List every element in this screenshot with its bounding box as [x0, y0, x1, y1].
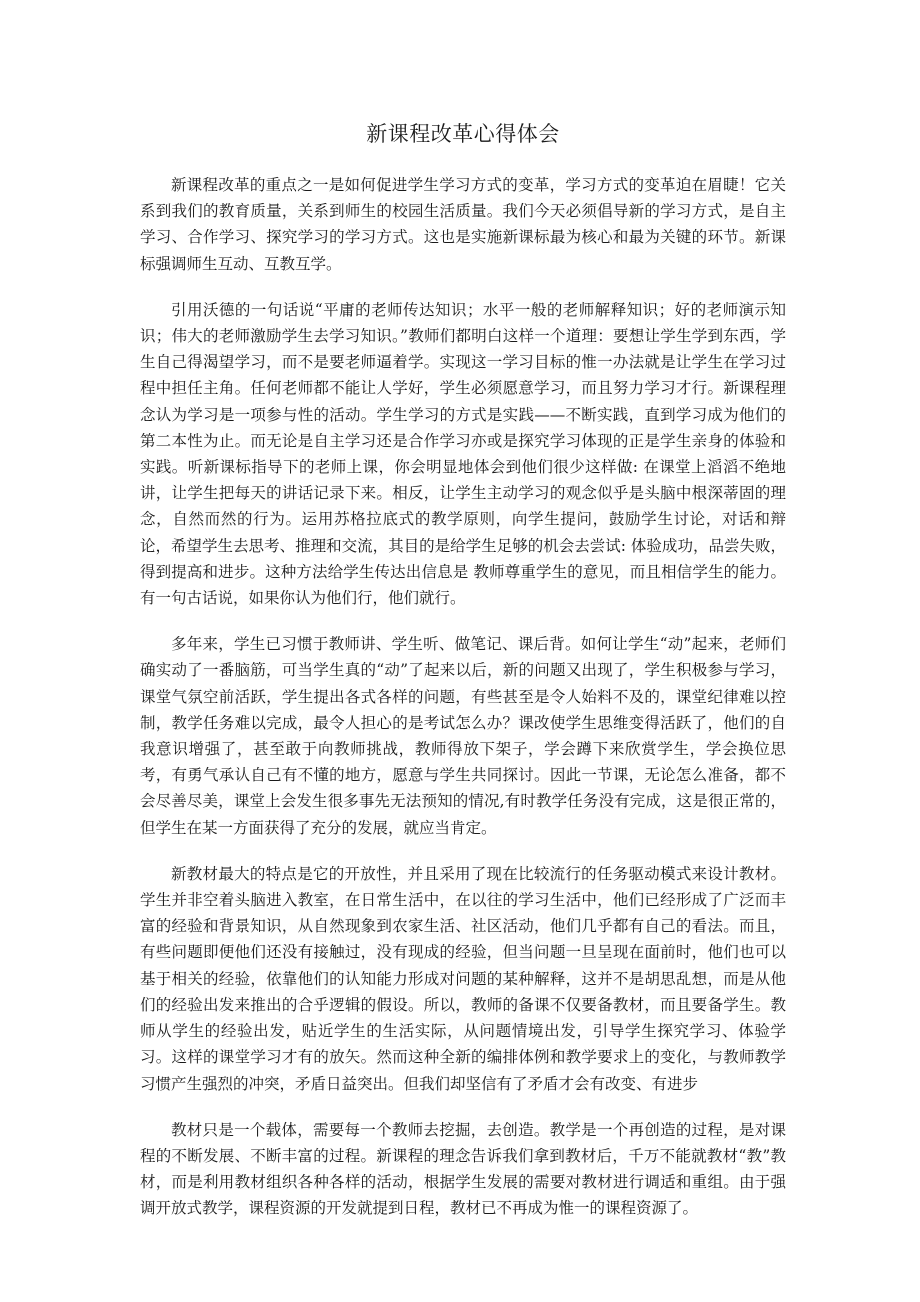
paragraph-5: 教材只是一个载体，需要每一个教师去挖掘，去创造。教学是一个再创造的过程，是对课程的不断发展、不断丰富的过程。新课程的理念告诉我们拿到教材后，千万不能就教材“教”教材，而是利用教材组织各种各样的活动，根据学生发展的需要对教材进行调适和重组。由于强调开放式教学，课程资源的开发就提到日程，教材已不再成为惟一的课程资源了。 [140, 1120, 786, 1218]
document-title: 新课程改革心得体会 [366, 122, 560, 146]
paragraph-4: 新教材最大的特点是它的开放性，并且采用了现在比较流行的任务驱动模式来设计教材。学生并非空着头脑进入教室，在日常生活中，在以往的学习生活中，他们已经形成了广泛而丰富的经验和背景知识，从自然现象到农家生活、社区活动，他们几乎都有自己的看法。而且，有些问题即便他们还没有接触过，没有现成的经验，但当问题一旦呈现在面前时，他们也可以基于相关的经验，依靠他们的认知能力形成对问题的某种解释，这并不是胡思乱想，而是从他们的经验出发来推出的合乎逻辑的假设。所以，教师的备课不仅要备教材，而且要备学生。教师从学生的经验出发，贴近学生的生活实际，从问题情境出发，引导学生探究学习、体验学习。这样的课堂学习才有的放矢。然而这种全新的编排体例和教学要求上的变化，与教师教学习惯产生强烈的冲突，矛盾日益突出。但我们却坚信有了矛盾才会有改变、有进步 [140, 864, 786, 1093]
paragraph-3: 多年来，学生已习惯于教师讲、学生听、做笔记、课后背。如何让学生“动”起来，老师们确实动了一番脑筋，可当学生真的“动”了起来以后，新的问题又出现了，学生积极参与学习，课堂气氛空前活跃，学生提出各式各样的问题，有些甚至是令人始料不及的，课堂纪律难以控制，教学任务难以完成，最令人担心的是考试怎么办？课改使学生思维变得活跃了，他们的自我意识增强了，甚至敢于向教师挑战，教师得放下架子，学会蹲下来欣赏学生，学会换位思考，有勇气承认自己有不懂的地方，愿意与学生共同探讨。因此一节课，无论怎么准备，都不会尽善尽美，课堂上会发生很多事先无法预知的情况,有时教学任务没有完成，这是很正常的，但学生在某一方面获得了充分的发展，就应当肯定。 [140, 635, 786, 837]
paragraph-2: 引用沃德的一句话说“平庸的老师传达知识；水平一般的老师解释知识；好的老师演示知识；伟大的老师激励学生去学习知识。”教师们都明白这样一个道理：要想让学生学到东西，学生自己得渴望学习，而不是要老师逼着学。实现这一学习目标的惟一办法就是让学生在学习过程中担任主角。任何老师都不能让人学好，学生必须愿意学习，而且努力学习才行。新课程理念认为学习是一项参与性的活动。学生学习的方式是实践——不断实践，直到学习成为他们的第二本性为止。而无论是自主学习还是合作学习亦或是探究学习体现的正是学生亲身的体验和实践。听新课标指导下的老师上课，你会明显地体会到他们很少这样做: 在课堂上滔滔不绝地讲，让学生把每天的讲话记录下来。相反，让学生主动学习的观念似乎是头脑中根深蒂固的理念，自然而然的行为。运用苏格拉底式的教学原则，向学生提问，鼓励学生讨论，对话和辩论，希望学生去思考、推理和交流，其目的是给学生足够的机会去尝试: 体验成功，品尝失败，得到提高和进步。这种方法给学生传达出信息是 教师尊重学生的意见，而且相信学生的能力。有一句古话说，如果你认为他们行，他们就行。 [140, 300, 786, 608]
paragraph-1: 新课程改革的重点之一是如何促进学生学习方式的变革，学习方式的变革迫在眉睫！它关系到我们的教育质量，关系到师生的校园生活质量。我们今天必须倡导新的学习方式，是自主学习、合作学习、探究学习的学习方式。这也是实施新课标最为核心和最为关键的环节。新课标强调师生互动、互教互学。 [140, 176, 786, 273]
